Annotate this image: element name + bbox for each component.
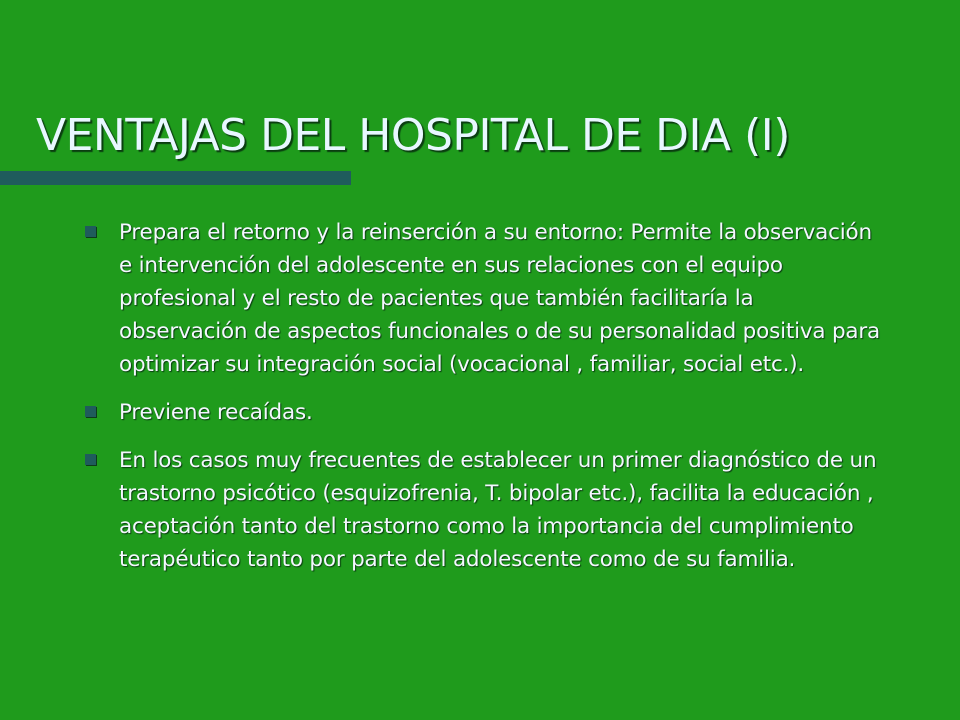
- slide-title: VENTAJAS DEL HOSPITAL DE DIA (I): [36, 110, 790, 161]
- bullet-item: [85, 396, 885, 429]
- square-bullet-icon: [85, 454, 96, 465]
- bullet-text: En los casos muy frecuentes de establecer un primer diagnóstico de un trastorno psicótico (esquizofrenia, T. bipolar etc.), facilita la educación , aceptación tanto del trastorno como la importancia del cumplimiento terapéutico tanto por parte del adolescente como de su familia.: [119, 448, 877, 572]
- square-bullet-icon: [85, 226, 96, 237]
- title-underline-bar: [0, 171, 351, 185]
- bullet-list: [85, 216, 885, 591]
- bullet-text: Previene recaídas.: [119, 400, 313, 425]
- square-bullet-icon: [85, 406, 96, 417]
- bullet-item: [85, 216, 885, 381]
- bullet-text: Prepara el retorno y la reinserción a su entorno: Permite la observación e intervención del adolescente en sus relaciones con el equipo profesional y el resto de pacientes que también facilitaría la observación de aspectos funcionales o de su personalidad positiva para optimizar su integración social (vocacional , familiar, social etc.).: [119, 220, 881, 377]
- bullet-item: [85, 444, 885, 576]
